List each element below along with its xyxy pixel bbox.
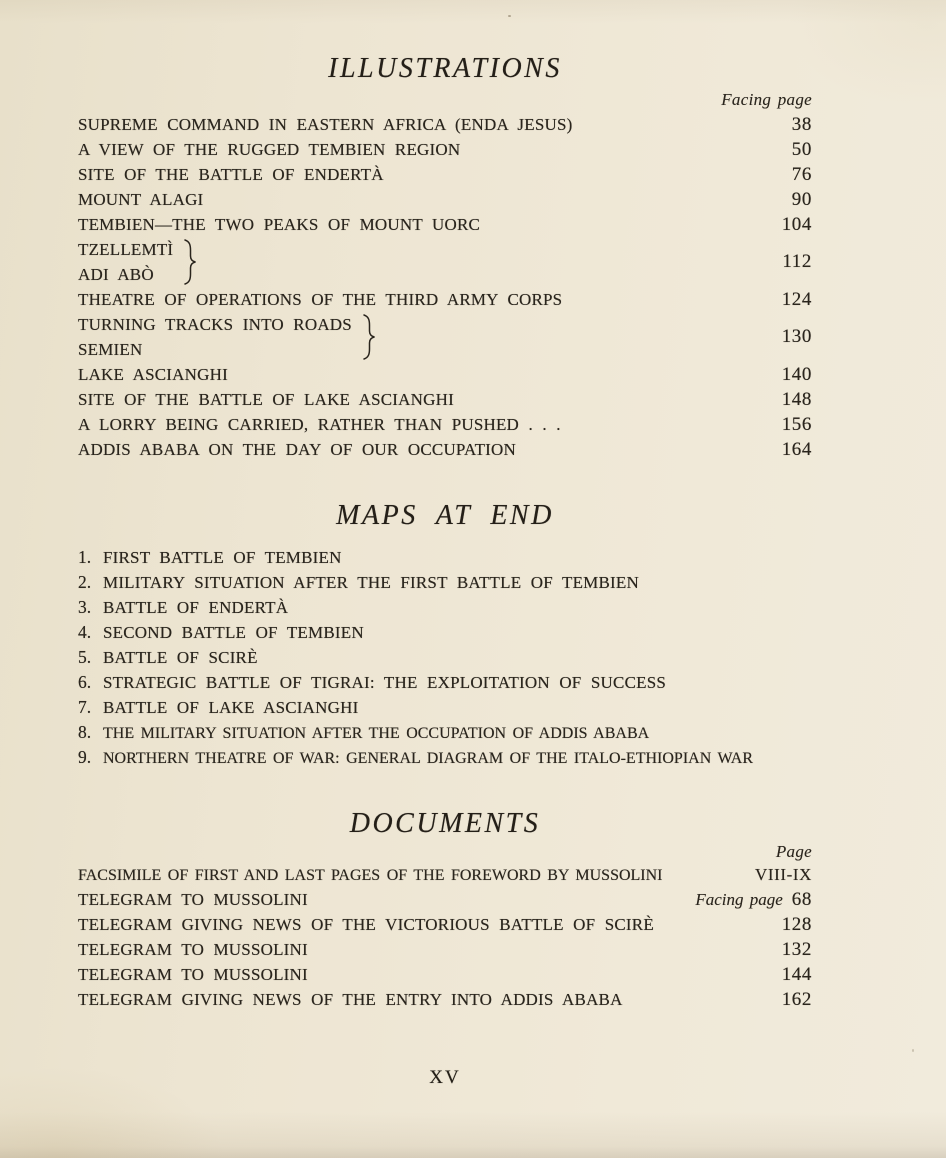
entry-page-number: 38 xyxy=(791,114,812,135)
illustrations-section-title: ILLUSTRATIONS xyxy=(328,53,562,84)
documents-list xyxy=(78,862,812,1012)
entry-page-number: 132 xyxy=(781,939,812,960)
entry-label: A VIEW OF THE RUGGED TEMBIEN REGION xyxy=(78,140,461,159)
document-entry xyxy=(78,937,812,962)
illustration-entry xyxy=(78,162,812,187)
map-entry xyxy=(78,595,812,620)
entry-label: LAKE ASCIANGHI xyxy=(78,365,228,384)
document-entry xyxy=(78,987,812,1012)
map-entry xyxy=(78,620,812,645)
map-entry-number: 7. xyxy=(78,697,92,717)
entry-page-number: 148 xyxy=(781,389,812,410)
illustration-entry xyxy=(78,112,812,137)
map-entry-number: 1. xyxy=(78,547,92,567)
map-entry xyxy=(78,545,812,570)
entry-page-number: 164 xyxy=(781,439,812,460)
map-entry-label: FIRST BATTLE OF TEMBIEN xyxy=(103,548,342,567)
entry-label: TELEGRAM TO MUSSOLINI xyxy=(78,965,308,984)
entry-label: SITE OF THE BATTLE OF ENDERTÀ xyxy=(78,165,384,184)
illustration-entry xyxy=(78,362,812,387)
map-entry-number: 5. xyxy=(78,647,92,667)
entry-page-group xyxy=(782,937,812,962)
folio-page-number: XV xyxy=(429,1067,461,1088)
entry-page-number: VIII-IX xyxy=(754,865,812,884)
map-entry-number: 9. xyxy=(78,747,92,767)
brace-wrap xyxy=(183,237,197,287)
entry-label: SITE OF THE BATTLE OF LAKE ASCIANGHI xyxy=(78,390,454,409)
entry-label: THEATRE OF OPERATIONS OF THE THIRD ARMY CORPS xyxy=(78,290,563,309)
entry-page-number: 50 xyxy=(791,139,812,160)
map-entry-label: STRATEGIC BATTLE OF TIGRAI: THE EXPLOITATION OF SUCCESS xyxy=(103,673,667,692)
entry-label: SEMIEN xyxy=(78,340,143,359)
illustrations-list xyxy=(78,112,812,462)
entry-page-number: 104 xyxy=(781,214,812,235)
page-column-header: Page xyxy=(775,842,812,861)
map-entry xyxy=(78,670,812,695)
entry-page-number: 144 xyxy=(781,964,812,985)
illustration-entry xyxy=(78,387,812,412)
map-entry-label: THE MILITARY SITUATION AFTER THE OCCUPATION OF ADDIS ABABA xyxy=(103,725,650,742)
illustration-entry-group xyxy=(78,312,812,362)
entry-page-number: 162 xyxy=(781,989,812,1010)
entry-page-number: 112 xyxy=(782,251,812,272)
entry-label: ADDIS ABABA ON THE DAY OF OUR OCCUPATION xyxy=(78,440,517,459)
entry-page-group xyxy=(782,912,812,937)
document-entry xyxy=(78,912,812,937)
brace-icon xyxy=(362,314,376,360)
entry-label: TELEGRAM TO MUSSOLINI xyxy=(78,940,308,959)
entry-page-number: 68 xyxy=(791,889,812,910)
illustration-entry xyxy=(78,212,812,237)
map-entry-number: 3. xyxy=(78,597,92,617)
entry-label: FACSIMILE OF FIRST AND LAST PAGES OF THE FOREWORD BY MUSSOLINI xyxy=(78,867,663,884)
map-entry xyxy=(78,745,812,770)
map-entry xyxy=(78,695,812,720)
map-entry-label: BATTLE OF ENDERTÀ xyxy=(103,598,289,617)
entry-page-number: 128 xyxy=(781,914,812,935)
facing-page-column-header: Facing page xyxy=(721,90,812,109)
brace-wrap xyxy=(362,312,376,362)
illustration-entry xyxy=(78,412,812,437)
entry-label: TELEGRAM GIVING NEWS OF THE VICTORIOUS BATTLE OF SCIRÈ xyxy=(78,915,654,934)
entry-label: SUPREME COMMAND IN EASTERN AFRICA (ENDA JESUS) xyxy=(78,115,573,134)
document-entry xyxy=(78,887,812,912)
entry-page-number: 156 xyxy=(781,414,812,435)
entry-page-group xyxy=(755,862,812,887)
document-entry xyxy=(78,962,812,987)
map-entry xyxy=(78,720,812,745)
illustration-entry xyxy=(78,187,812,212)
entry-label: TELEGRAM GIVING NEWS OF THE ENTRY INTO ADDIS ABABA xyxy=(78,990,623,1009)
map-entry xyxy=(78,645,812,670)
entry-page-group xyxy=(782,987,812,1012)
entry-page-group xyxy=(695,887,812,912)
entry-label-lines xyxy=(78,237,173,287)
paper-speck xyxy=(912,1049,914,1052)
entry-page-number: 124 xyxy=(781,289,812,310)
entry-page-number: 76 xyxy=(791,164,812,185)
maps-list xyxy=(78,545,812,770)
illustration-entry-group xyxy=(78,237,812,287)
map-entry-label: BATTLE OF SCIRÈ xyxy=(103,648,258,667)
entry-label: MOUNT ALAGI xyxy=(78,190,204,209)
map-entry-label: NORTHERN THEATRE OF WAR: GENERAL DIAGRAM OF THE ITALO-ETHIOPIAN WAR xyxy=(103,750,754,767)
entry-label: ADI ABÒ xyxy=(78,265,154,284)
document-entry xyxy=(78,862,812,887)
map-entry-number: 4. xyxy=(78,622,92,642)
map-entry-number: 2. xyxy=(78,572,92,592)
brace-icon xyxy=(183,239,197,285)
documents-section-title: DOCUMENTS xyxy=(349,808,541,839)
entry-label: TEMBIEN—THE TWO PEAKS OF MOUNT UORC xyxy=(78,215,481,234)
illustration-entry xyxy=(78,287,812,312)
maps-section-title: MAPS AT END xyxy=(336,500,554,531)
entry-label: A LORRY BEING CARRIED, RATHER THAN PUSHED . . . xyxy=(78,415,561,434)
map-entry-label: MILITARY SITUATION AFTER THE FIRST BATTLE OF TEMBIEN xyxy=(103,573,639,592)
entry-page-number: 130 xyxy=(781,326,812,347)
entry-page-number: 140 xyxy=(781,364,812,385)
page-content xyxy=(78,0,812,1158)
entry-label: TELEGRAM TO MUSSOLINI xyxy=(78,890,308,909)
facing-page-prefix: Facing page xyxy=(695,890,783,909)
entry-label-lines xyxy=(78,312,352,362)
entry-label: TURNING TRACKS INTO ROADS xyxy=(78,315,352,334)
map-entry-label: SECOND BATTLE OF TEMBIEN xyxy=(103,623,364,642)
illustration-entry xyxy=(78,137,812,162)
entry-page-number: 90 xyxy=(791,189,812,210)
entry-label: TZELLEMTÌ xyxy=(78,240,174,259)
map-entry xyxy=(78,570,812,595)
map-entry-label: BATTLE OF LAKE ASCIANGHI xyxy=(103,698,359,717)
entry-page-group xyxy=(782,962,812,987)
map-entry-number: 8. xyxy=(78,722,92,742)
map-entry-number: 6. xyxy=(78,672,92,692)
illustration-entry xyxy=(78,437,812,462)
